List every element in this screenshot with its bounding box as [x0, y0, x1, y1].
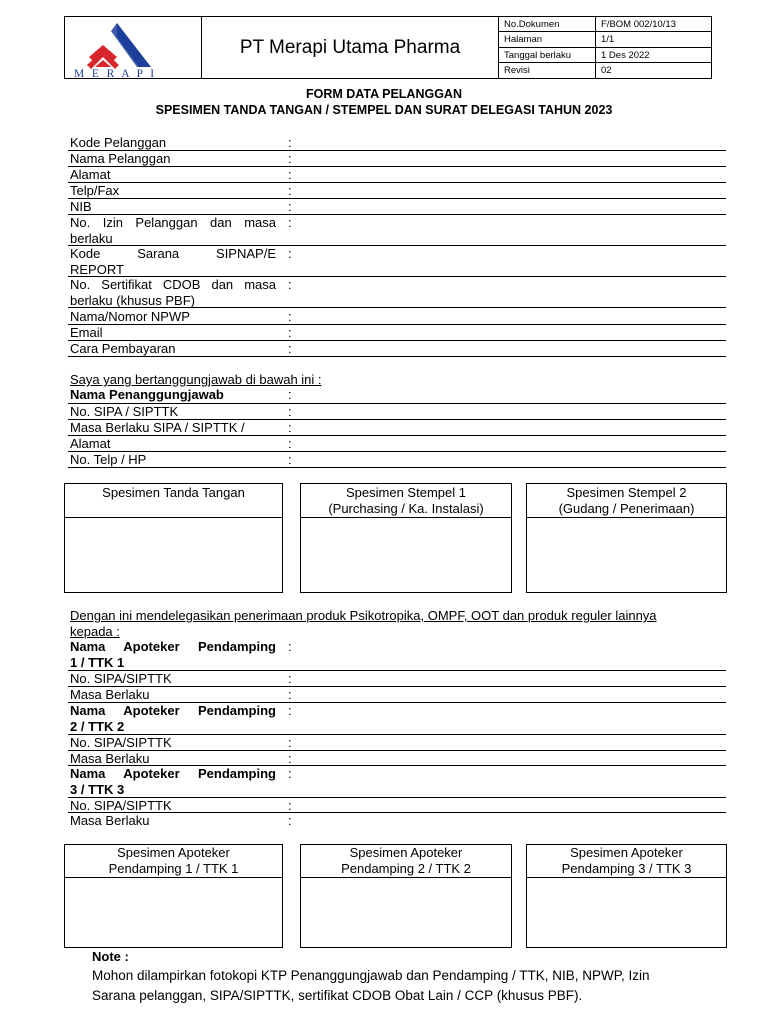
delegation-intro-cont: kepada :	[70, 624, 120, 639]
specimen-stamp-1-box[interactable]: Spesimen Stempel 1 (Purchasing / Ka. Instalasi)	[300, 483, 512, 593]
field-no-sertifikat-cdob[interactable]: No. Sertifikat CDOB dan masa berlaku (khusus PBF) :	[68, 277, 726, 308]
field-cara-pembayaran[interactable]: Cara Pembayaran :	[68, 341, 726, 357]
field-no-telp[interactable]: No. Telp / HP :	[68, 452, 726, 468]
field-nama-apoteker-1[interactable]: Nama Apoteker Pendamping 1 / TTK 1 :	[68, 639, 726, 671]
field-sipa-apoteker-1[interactable]: No. SIPA/SIPTTK :	[68, 671, 726, 687]
document-header	[64, 16, 712, 79]
field-masa-apoteker-2[interactable]: Masa Berlaku :	[68, 751, 726, 766]
svg-text:M E R A P I: M E R A P I	[74, 68, 157, 78]
meta-row: Tanggal berlaku 1 Des 2022	[498, 48, 711, 63]
field-telp-fax[interactable]: Telp/Fax :	[68, 183, 726, 199]
field-no-sipa[interactable]: No. SIPA / SIPTTK :	[68, 404, 726, 420]
field-no-izin-pelanggan[interactable]: No. Izin Pelanggan dan masa berlaku :	[68, 215, 726, 246]
delegation-intro: Dengan ini mendelegasikan penerimaan produk Psikotropika, OMPF, OOT dan produk reguler lainnya	[70, 608, 657, 623]
field-alamat[interactable]: Alamat :	[68, 167, 726, 183]
field-masa-apoteker-1[interactable]: Masa Berlaku :	[68, 687, 726, 703]
field-kode-sarana-sipnap[interactable]: Kode Sarana SIPNAP/E REPORT :	[68, 246, 726, 277]
meta-row: Revisi 02	[498, 63, 711, 78]
specimen-pharmacist-1-box[interactable]: Spesimen Apoteker Pendamping 1 / TTK 1	[64, 844, 283, 948]
field-nama-apoteker-3[interactable]: Nama Apoteker Pendamping 3 / TTK 3 :	[68, 766, 726, 798]
responsible-intro: Saya yang bertanggungjawab di bawah ini :	[70, 372, 322, 387]
company-name: PT Merapi Utama Pharma	[202, 17, 499, 78]
meta-row: No.Dokumen F/BOM 002/10/13	[498, 17, 711, 32]
field-nama-apoteker-2[interactable]: Nama Apoteker Pendamping 2 / TTK 2 :	[68, 703, 726, 735]
field-npwp[interactable]: Nama/Nomor NPWP :	[68, 309, 726, 325]
note-line-2: Sarana pelanggan, SIPA/SIPTTK, sertifikat CDOB Obat Lain / CCP (khusus PBF).	[92, 988, 583, 1003]
merapi-logo-icon	[65, 17, 201, 78]
note-line-1: Mohon dilampirkan fotokopi KTP Penanggungjawab dan Pendamping / TTK, NIB, NPWP, Izin	[92, 968, 650, 983]
field-nib[interactable]: NIB :	[68, 199, 726, 215]
specimen-pharmacist-3-box[interactable]: Spesimen Apoteker Pendamping 3 / TTK 3	[526, 844, 727, 948]
form-subtitle: SPESIMEN TANDA TANGAN / STEMPEL DAN SURAT DELEGASI TAHUN 2023	[155, 103, 613, 117]
specimen-stamp-2-box[interactable]: Spesimen Stempel 2 (Gudang / Penerimaan)	[526, 483, 727, 593]
specimen-pharmacist-2-box[interactable]: Spesimen Apoteker Pendamping 2 / TTK 2	[300, 844, 512, 948]
specimen-signature-box[interactable]: Spesimen Tanda Tangan	[64, 483, 283, 593]
document-meta-table	[498, 17, 711, 78]
field-nama-penanggungjawab[interactable]: Nama Penanggungjawab :	[68, 387, 726, 404]
field-email[interactable]: Email :	[68, 325, 726, 341]
meta-row: Halaman 1/1	[498, 32, 711, 47]
field-alamat-penanggungjawab[interactable]: Alamat :	[68, 436, 726, 452]
field-sipa-apoteker-3[interactable]: No. SIPA/SIPTTK :	[68, 798, 726, 813]
field-nama-pelanggan[interactable]: Nama Pelanggan :	[68, 151, 726, 167]
field-kode-pelanggan[interactable]: Kode Pelanggan :	[68, 135, 726, 151]
field-sipa-apoteker-2[interactable]: No. SIPA/SIPTTK :	[68, 735, 726, 751]
note-label: Note :	[92, 949, 129, 964]
field-masa-apoteker-3[interactable]: Masa Berlaku :	[70, 813, 292, 828]
company-logo	[65, 17, 202, 78]
form-title: FORM DATA PELANGGAN	[305, 87, 462, 101]
field-masa-berlaku-sipa[interactable]: Masa Berlaku SIPA / SIPTTK / :	[68, 420, 726, 436]
